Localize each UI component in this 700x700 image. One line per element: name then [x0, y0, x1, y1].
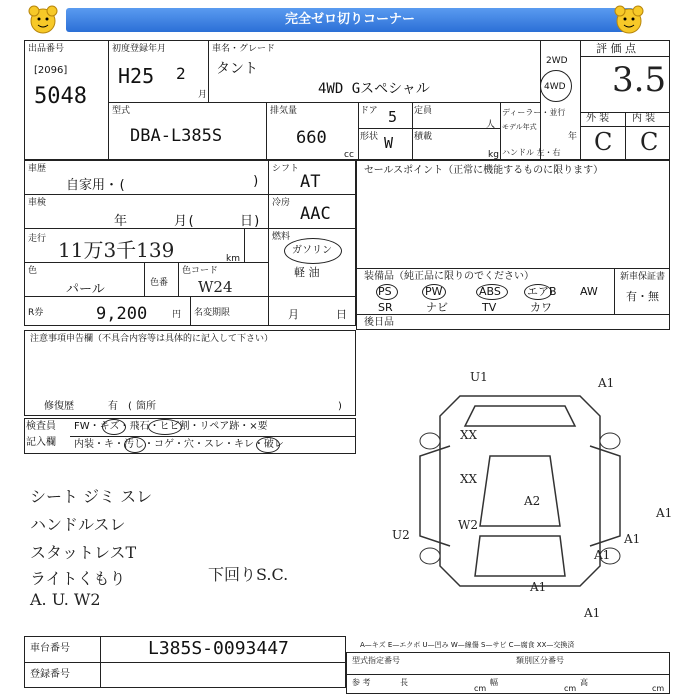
mark-2: A1	[598, 376, 615, 390]
car-label: 車名・グレード	[212, 44, 276, 54]
class-num-label: 類別区分番号	[516, 656, 564, 665]
width-unit: cm	[564, 684, 577, 693]
name-change-month: 月	[288, 308, 299, 321]
score-int-label: 内 装	[632, 113, 656, 124]
inspection-year: 年	[114, 214, 128, 229]
hw-line-5: A. U. W2	[30, 590, 101, 609]
displacement-unit: cc	[344, 150, 354, 160]
history-value: 自家用・(	[66, 178, 126, 193]
mark-6: A1	[656, 506, 673, 520]
mark-7: A1	[624, 532, 641, 546]
rear-label: 後日品	[364, 317, 394, 328]
color-code: W24	[198, 278, 233, 296]
length-label: 長	[400, 678, 408, 687]
lot-sub: [2096]	[34, 65, 68, 76]
recycle-unit: 円	[172, 310, 182, 320]
color-num-label: 色番	[150, 278, 169, 288]
equip-airbag: エアB	[527, 285, 557, 298]
check-row2: 内装・キ・汚し・コゲ・穴・スレ・キレ・破レ	[74, 439, 284, 450]
sales-point-label: セールスポイント（正常に機能するものに限ります）	[364, 165, 604, 176]
hw-line-3: スタットレスT	[30, 543, 137, 562]
capacity-unit: 人	[486, 120, 496, 130]
shape-label: 形状	[360, 132, 379, 142]
type-spec-label: 型式指定番号	[352, 656, 400, 665]
aircon-label: 冷房	[272, 198, 291, 208]
displacement-value: 660	[296, 128, 327, 148]
damage-legend: A—キズ E—エクボ U—凹み W—線傷 S—サビ C—腐食 XX—交換済	[360, 641, 575, 649]
chassis-label: 車台番号	[30, 643, 70, 654]
score-int: C	[640, 128, 659, 156]
repair-label: 修復歴	[44, 401, 74, 412]
length-unit: cm	[474, 684, 487, 693]
exam-label: 検査員	[26, 421, 56, 432]
hw-line-4: ライトくもり	[30, 569, 126, 588]
mark-1: U1	[470, 370, 488, 384]
hw-underbody: 下回りS.C.	[208, 565, 289, 584]
registration-label: 登録番号	[30, 669, 70, 680]
header-banner: 完全ゼロ切りコーナー	[66, 8, 634, 32]
mark-9: U2	[392, 528, 410, 542]
drive-selected: 4WD	[544, 82, 566, 92]
shift-label: シフト	[272, 164, 300, 174]
mascot-left-icon	[26, 4, 60, 36]
car-grade: 4WD Gスペシャル	[318, 81, 430, 97]
color-value: パール	[66, 282, 105, 297]
mark-8: W2	[458, 518, 478, 532]
equip-tv: TV	[482, 301, 497, 314]
color-label: 色	[28, 266, 38, 276]
fuel-light: 軽 油	[294, 266, 320, 279]
height-unit: cm	[652, 684, 665, 693]
score-ext: C	[594, 128, 613, 156]
inspection-month: 月(	[174, 214, 195, 229]
score-ext-label: 外 装	[586, 113, 610, 124]
chassis-value: L385S-0093447	[148, 638, 289, 659]
check-row1: FW・キズ・飛石・ヒビ割・リペア跡・×要	[74, 421, 268, 432]
name-change-day: 日	[336, 308, 347, 321]
lot-label: 出品番号	[28, 44, 65, 54]
mark-11: A1	[530, 580, 547, 594]
shift-value: AT	[300, 172, 321, 192]
car-name: タント	[216, 61, 258, 77]
year-unit: 年	[568, 132, 578, 142]
load-label: 積載	[414, 132, 433, 142]
reg-era: H25	[118, 64, 155, 88]
reg-month: 2	[176, 64, 186, 83]
recycle-label: R券	[28, 308, 44, 318]
repair-value: 有	[108, 401, 118, 412]
fill-label: 記入欄	[26, 437, 56, 448]
capacity-label: 定員	[414, 106, 433, 116]
hw-line-1: シート ジミ スレ	[30, 487, 153, 506]
mark-3: XX	[460, 428, 478, 442]
notes-label: 注意事項申告欄（不具合内容等は具体的に記入して下さい）	[30, 334, 274, 344]
equip-abs: ABS	[479, 285, 501, 298]
inspection-day: 日)	[240, 214, 261, 229]
width-label: 幅	[490, 678, 498, 687]
sales-equipment-section	[356, 160, 670, 330]
top-section	[24, 40, 670, 160]
handle-label: ハンドル 左・右	[502, 148, 561, 157]
color-code-label: 色コード	[182, 266, 219, 276]
equip-sr: SR	[378, 301, 393, 314]
mileage-label: 走行	[28, 234, 47, 244]
model-label: 型式	[112, 106, 131, 116]
repair-loc: 箇所	[136, 401, 156, 412]
height-label: 高	[580, 678, 588, 687]
recycle-value: 9,200	[96, 304, 148, 324]
mileage-value: 11万3千139	[58, 238, 175, 262]
equip-aw: AW	[580, 285, 598, 298]
mark-12: A1	[584, 606, 601, 620]
mark-5: A2	[524, 494, 541, 508]
model-year-label: モデル年式	[502, 123, 537, 131]
lot-number: 5048	[34, 84, 87, 109]
history-label: 車歴	[28, 164, 47, 174]
inspection-label: 車検	[28, 198, 47, 208]
repair-open: (	[128, 401, 132, 412]
shape-value: W	[384, 134, 394, 152]
load-unit: kg	[488, 150, 499, 160]
equip-navi: ナビ	[426, 301, 448, 314]
fuel-gas: ガソリン	[292, 245, 332, 256]
equip-pw: PW	[425, 285, 443, 298]
aircon-value: AAC	[300, 204, 331, 224]
score-value: 3.5	[612, 60, 667, 100]
drive-label: 2WD	[546, 56, 568, 66]
equipment-label: 装備品（純正品に限りのでください）	[364, 271, 534, 282]
equip-leather: カワ	[530, 301, 552, 314]
reg-label: 初度登録年月	[112, 44, 167, 54]
displacement-label: 排気量	[270, 106, 298, 116]
tax-label: 新車保証書	[620, 272, 666, 282]
score-label: 評 価 点	[596, 42, 636, 55]
fuel-label: 燃料	[272, 232, 291, 242]
mileage-unit: km	[226, 254, 240, 264]
mark-10: A1	[594, 548, 611, 562]
mark-4: XX	[460, 472, 478, 486]
reg-month-unit: 月	[198, 90, 208, 100]
name-change-label: 名変期限	[194, 308, 231, 318]
hw-line-2: ハンドルスレ	[30, 515, 126, 534]
history-close: )	[252, 174, 260, 189]
doors-label: ドア	[360, 106, 378, 116]
tax-value: 有・無	[626, 290, 659, 303]
model-value: DBA-L385S	[130, 126, 223, 146]
ref-label: 参 考	[352, 678, 371, 687]
mascot-right-icon	[612, 4, 646, 36]
doors-value: 5	[388, 108, 398, 126]
repair-close: )	[338, 401, 342, 412]
dealer-label: ディーラー・並行	[502, 108, 566, 117]
equip-ps: PS	[378, 285, 392, 298]
